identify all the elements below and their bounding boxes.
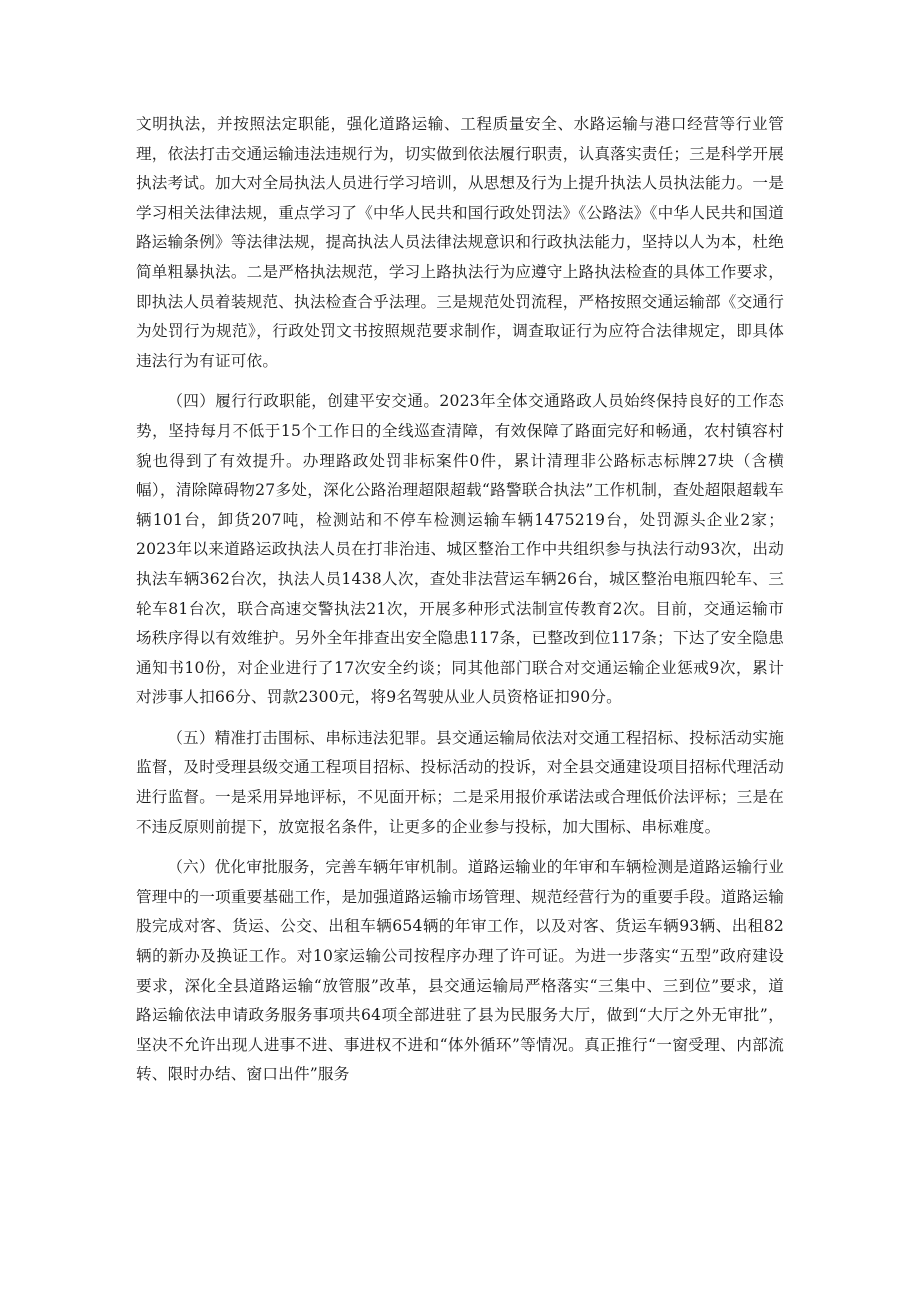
paragraph-section-4: （四）履行行政职能，创建平安交通。2023年全体交通路政人员始终保持良好的工作态势，坚持每月不低于15个工作日的全线巡查清障，有效保障了路面完好和畅通，农村镇容村貌也得到了有效提升。办理路政处罚非标案件0件，累计清理非公路标志标牌27块（含横幅），清除障碍物27多处，深化公路治理超限超载“路警联合执法”工作机制，查处超限超载车辆101台，卸货207吨，检测站和不停车检测运输车辆1475219台，处罚源头企业2家；2023年以来道路运政执法人员在打非治违、城区整治工作中共组织参与执法行动93次，出动执法车辆362台次，执法人员1438人次，查处非法营运车辆26台，城区整治电瓶四轮车、三轮车81台次，联合高速交警执法21次，开展多种形式法制宣传教育2次。目前，交通运输市场秩序得以有效维护。另外全年排查出安全隐患117条，已整改到位117条；下达了安全隐患通知书10份，对企业进行了17次安全约谈；同其他部门联合对交通运输企业惩戒9次，累计对涉事人扣66分、罚款2300元，将9名驾驶从业人员资格证扣90分。 bbox=[136, 392, 784, 707]
document-body bbox=[136, 110, 784, 1101]
paragraph-section-5: （五）精准打击围标、串标违法犯罪。县交通运输局依法对交通工程招标、投标活动实施监督，及时受理县级交通工程项目招标、投标活动的投诉，对全县交通建设项目招标代理活动进行监督。一是采用异地评标，不见面开标；二是采用报价承诺法或合理低价法评标；三是在不违反原则前提下，放宽报名条件，让更多的企业参与投标，加大围标、串标难度。 bbox=[136, 728, 784, 836]
paragraph-continuation: 文明执法，并按照法定职能，强化道路运输、工程质量安全、水路运输与港口经营等行业管理，依法打击交通运输违法违规行为，切实做到依法履行职责，认真落实责任；三是科学开展执法考试。加大对全局执法人员进行学习培训，从思想及行为上提升执法人员执法能力。一是学习相关法律法规，重点学习了《中华人民共和国行政处罚法》《公路法》《中华人民共和国道路运输条例》等法律法规，提高执法人员法律法规意识和行政执法能力，坚持以人为本，杜绝简单粗暴执法。二是严格执法规范，学习上路执法行为应遵守上路执法检查的具体工作要求，即执法人员着装规范、执法检查合乎法理。三是规范处罚流程，严格按照交通运输部《交通行为处罚行为规范》，行政处罚文书按照规范要求制作，调查取证行为应符合法律规定，即具体违法行为有证可依。 bbox=[136, 115, 784, 370]
paragraph-section-6: （六）优化审批服务，完善车辆年审机制。道路运输业的年审和车辆检测是道路运输行业管理中的一项重要基础工作，是加强道路运输市场管理、规范经营行为的重要手段。道路运输股完成对客、货运、公交、出租车辆654辆的年审工作，以及对客、货运车辆93辆、出租82辆的新办及换证工作。对10家运输公司按程序办理了许可证。为进一步落实“五型”政府建设要求，深化全县道路运输“放管服”改革，县交通运输局严格落实“三集中、三到位”要求，道路运输依法申请政务服务事项共64项全部进驻了县为民服务大厅，做到“大厅之外无审批”，坚决不允许出现人进事不进、事进权不进和“体外循环”等情况。真正推行“一窗受理、内部流转、限时办结、窗口出件”服务 bbox=[136, 858, 784, 1084]
